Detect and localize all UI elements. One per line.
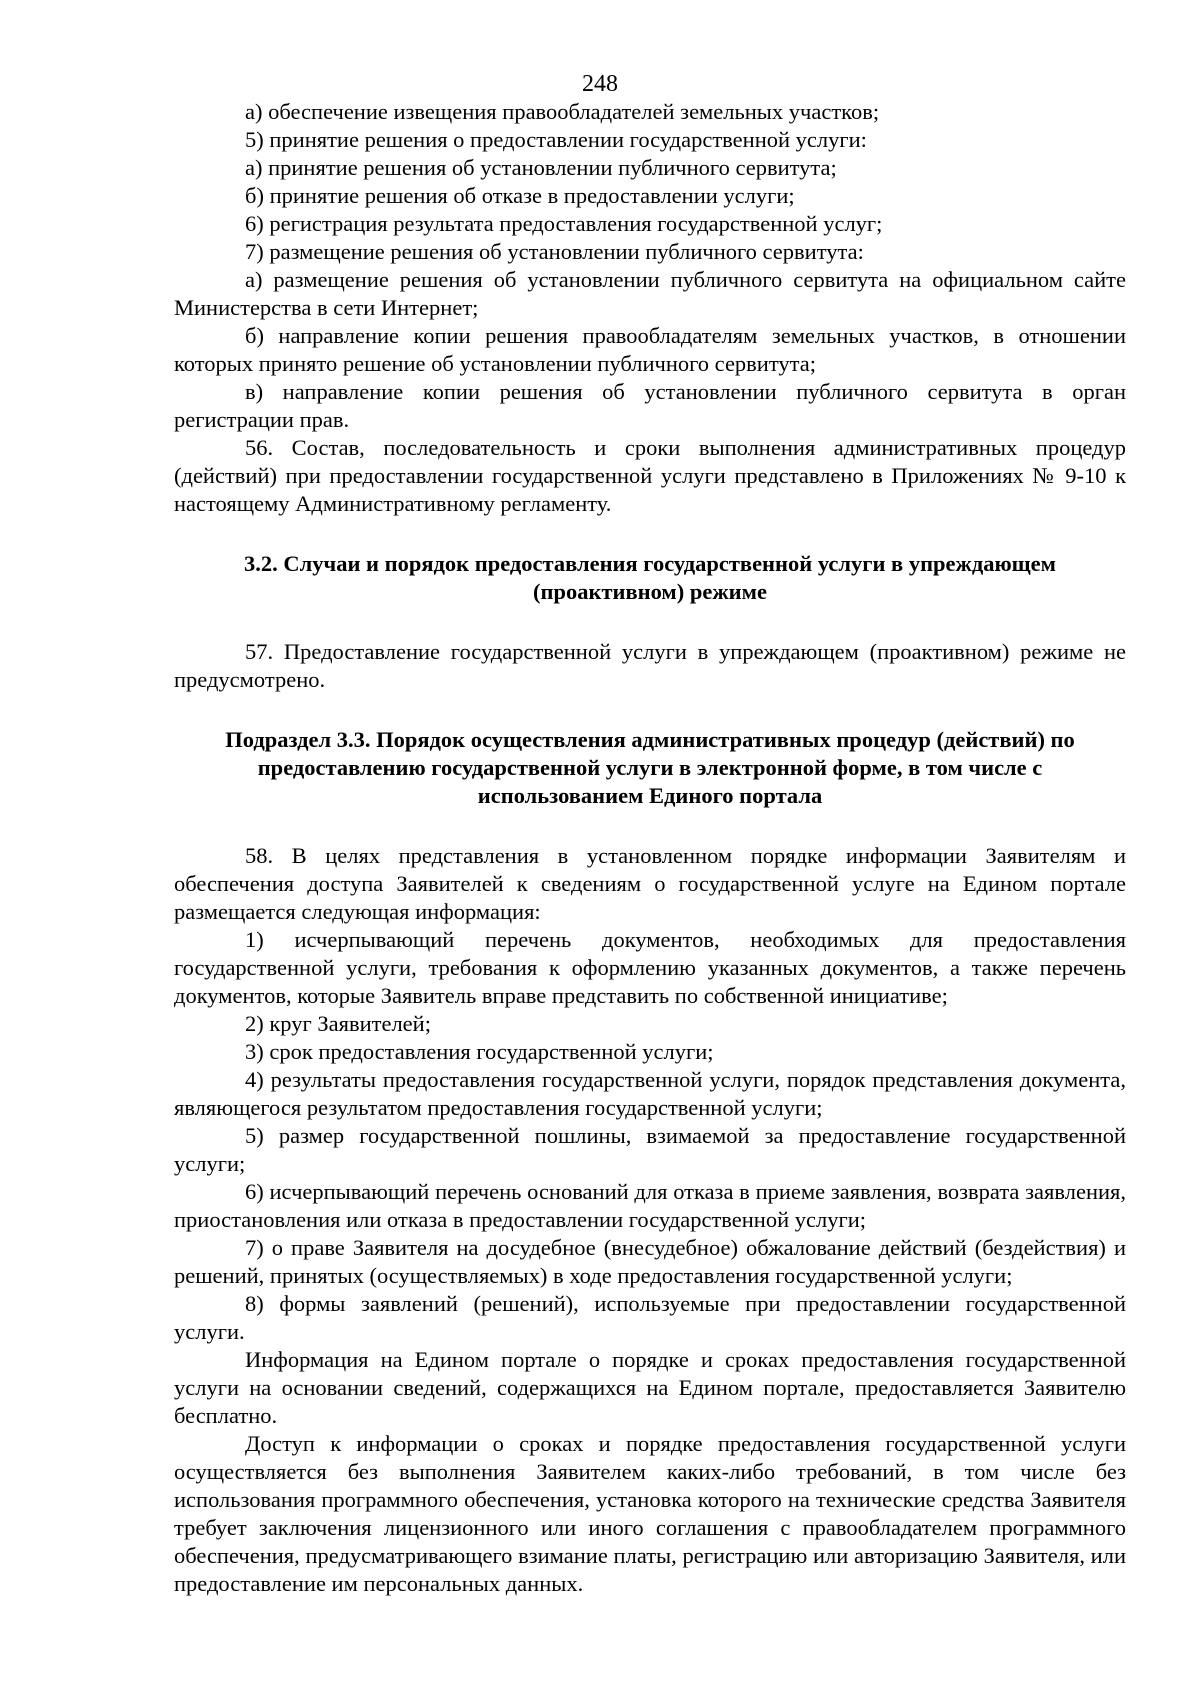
paragraph: а) принятие решения об установлении публичного сервитута; [245,155,837,180]
paragraph: 56. Состав, последовательность и сроки выполнения административных процедур (действий) при предоставлении государственной услуги представлено в Приложениях № 9-10 к настоящему Административному регламенту. [174,435,1126,516]
spacer [174,518,1126,550]
document-body [174,98,1126,1598]
paragraph: б) направление копии решения правообладателям земельных участков, в отношении которых принято решение об установлении публичного сервитута; [174,323,1126,376]
paragraph: Информация на Едином портале о порядке и сроках предоставления государственной услуги на основании сведений, содержащихся на Едином портале, предоставляется Заявителю бесплатно. [174,1347,1126,1428]
paragraph: в) направление копии решения об установлении публичного сервитута в орган регистрации прав. [174,379,1126,432]
paragraph: 6) регистрация результата предоставления государственной услуг; [245,211,883,236]
paragraph: 5) принятие решения о предоставлении государственной услуги: [245,127,867,152]
paragraph: 1) исчерпывающий перечень документов, необходимых для предоставления государственной услуги, требования к оформлению указанных документов, а также перечень документов, которые Заявитель вправе представить по собственной инициативе; [174,927,1126,1008]
spacer [174,606,1126,638]
paragraph: б) принятие решения об отказе в предоставлении услуги; [245,183,795,208]
paragraph: 4) результаты предоставления государственной услуги, порядок представления документа, являющегося результатом предоставления государственной услуги; [174,1067,1126,1120]
section-heading-3-3: Подраздел 3.3. Порядок осуществления административных процедур (действий) по предоставлению государственной услуги в электронной форме, в том числе с использованием Единого портала [225,727,1075,808]
paragraph: 7) о праве Заявителя на досудебное (внесудебное) обжалование действий (бездействия) и решений, принятых (осуществляемых) в ходе предоставления государственной услуги; [174,1235,1126,1288]
paragraph: а) обеспечение извещения правообладателей земельных участков; [245,99,880,124]
paragraph: 5) размер государственной пошлины, взимаемой за предоставление государственной услуги; [174,1123,1126,1176]
spacer [174,810,1126,842]
spacer [174,694,1126,726]
paragraph: 7) размещение решения об установлении публичного сервитута: [245,239,864,264]
paragraph: 3) срок предоставления государственной услуги; [245,1039,714,1064]
paragraph: 2) круг Заявителей; [245,1011,431,1036]
page-number: 248 [582,71,618,97]
paragraph: 58. В целях представления в установленном порядке информации Заявителям и обеспечения доступа Заявителей к сведениям о государственной услуге на Едином портале размещается следующая информация: [174,843,1126,924]
paragraph: Доступ к информации о сроках и порядке предоставления государственной услуги осуществляется без выполнения Заявителем каких-либо требований, в том числе без использования программного обеспечения, установка которого на технические средства Заявителя требует заключения лицензионного или иного соглашения с правообладателем программного обеспечения, предусматривающего взимание платы, регистрацию или авторизацию Заявителя, или предоставление им персональных данных. [174,1431,1126,1596]
paragraph: 8) формы заявлений (решений), используемые при предоставлении государственной услуги. [174,1291,1126,1344]
section-heading-3-2: 3.2. Случаи и порядок предоставления государственной услуги в упреждающем (проактивном) режиме [244,551,1056,604]
paragraph: 57. Предоставление государственной услуги в упреждающем (проактивном) режиме не предусмотрено. [174,639,1126,692]
paragraph: 6) исчерпывающий перечень оснований для отказа в приеме заявления, возврата заявления, приостановления или отказа в предоставлении государственной услуги; [174,1179,1126,1232]
paragraph: а) размещение решения об установлении публичного сервитута на официальном сайте Министерства в сети Интернет; [174,267,1126,320]
